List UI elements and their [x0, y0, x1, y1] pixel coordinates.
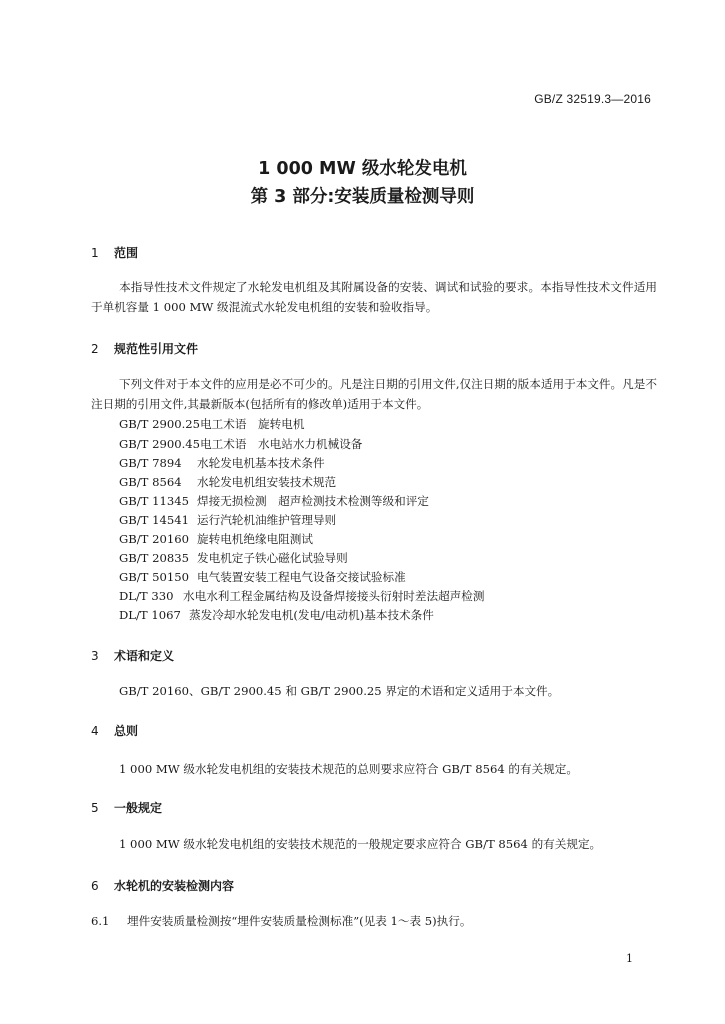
section-title: 一般规定: [114, 801, 163, 815]
reference-title: 旋转电机绝缘电阻测试: [197, 532, 313, 546]
section-5-paragraph: [91, 834, 657, 854]
standard-code: GB/Z 32519.3—2016: [534, 92, 651, 106]
reference-title: 水轮发电机组安装技术规范: [197, 475, 337, 489]
document-title-line1: 1 000 MW 级水轮发电机: [258, 159, 467, 179]
reference-title: 电工术语 水电站水力机械设备: [200, 437, 363, 451]
section-title: 水轮机的安装检测内容: [114, 879, 235, 893]
paragraph-text: 1 000 MW 级水轮发电机组的安装技术规范的总则要求应符合 GB/T 8564 的有关规定。: [119, 762, 578, 776]
section-number: 5: [91, 801, 99, 815]
section-4-heading: [91, 722, 138, 739]
paragraph-text: GB/T 20160、GB/T 2900.45 和 GB/T 2900.25 界定的术语和定义适用于本文件。: [119, 684, 560, 698]
reference-item: [119, 455, 325, 471]
reference-code: GB/T 20835: [119, 551, 189, 565]
section-5-heading: [91, 799, 162, 816]
reference-code: GB/T 20160: [119, 532, 189, 546]
section-1-heading: [91, 244, 138, 261]
reference-title: 发电机定子铁心磁化试验导则: [197, 551, 348, 565]
clause-number: 6.1: [91, 914, 110, 928]
reference-title: 电工术语 旋转电机: [200, 417, 305, 431]
section-title: 规范性引用文件: [114, 342, 199, 356]
section-number: 2: [91, 342, 99, 356]
section-6-heading: [91, 877, 234, 894]
reference-item: [119, 493, 429, 509]
section-1-paragraph: [91, 277, 657, 317]
clause-6-1: [91, 913, 471, 929]
reference-code: GB/T 8564: [119, 475, 182, 489]
reference-item: [119, 531, 313, 547]
page-number: 1: [626, 952, 633, 965]
section-4-paragraph: [91, 759, 657, 779]
reference-title: 蒸发冷却水轮发电机(发电/电动机)基本技术条件: [189, 608, 434, 622]
reference-title: 水电水利工程金属结构及设备焊接接头衍射时差法超声检测: [183, 589, 485, 603]
reference-item: [119, 607, 434, 623]
reference-code: DL/T 1067: [119, 608, 181, 622]
reference-code: GB/T 2900.45: [119, 437, 201, 451]
reference-item: [119, 550, 348, 566]
paragraph-text: 下列文件对于本文件的应用是必不可少的。凡是注日期的引用文件,仅注日期的版本适用于本文件。凡是不注日期的引用文件,其最新版本(包括所有的修改单)适用于本文件。: [91, 377, 657, 411]
section-2-heading: [91, 340, 198, 357]
reference-title: 焊接无损检测 超声检测技术检测等级和评定: [197, 494, 429, 508]
section-number: 1: [91, 246, 99, 260]
paragraph-text: 本指导性技术文件规定了水轮发电机组及其附属设备的安装、调试和试验的要求。本指导性技术文件适用于单机容量 1 000 MW 级混流式水轮发电机组的安装和验收指导。: [91, 280, 657, 314]
reference-title: 电气装置安装工程电气设备交接试验标准: [197, 570, 406, 584]
reference-item: [119, 512, 336, 528]
reference-item: [119, 436, 362, 452]
reference-item: [119, 474, 336, 490]
reference-code: GB/T 50150: [119, 570, 189, 584]
reference-code: DL/T 330: [119, 589, 174, 603]
reference-item: [119, 569, 406, 585]
clause-text: 埋件安装质量检测按“埋件安装质量检测标准”(见表 1～表 5)执行。: [127, 914, 472, 928]
section-title: 范围: [114, 246, 139, 260]
section-number: 6: [91, 879, 99, 893]
section-2-paragraph: [91, 374, 657, 414]
reference-code: GB/T 14541: [119, 513, 189, 527]
reference-code: GB/T 7894: [119, 456, 182, 470]
section-title: 总则: [114, 724, 139, 738]
section-3-paragraph: [91, 681, 657, 701]
document-title-line2: 第 3 部分:安装质量检测导则: [250, 187, 475, 207]
reference-item: [119, 588, 484, 604]
reference-item: [119, 416, 304, 432]
section-3-heading: [91, 647, 174, 664]
reference-code: GB/T 11345: [119, 494, 189, 508]
section-number: 3: [91, 649, 99, 663]
section-title: 术语和定义: [114, 649, 175, 663]
reference-code: GB/T 2900.25: [119, 417, 201, 431]
section-number: 4: [91, 724, 99, 738]
reference-title: 水轮发电机基本技术条件: [197, 456, 325, 470]
reference-title: 运行汽轮机油维护管理导则: [197, 513, 337, 527]
paragraph-text: 1 000 MW 级水轮发电机组的安装技术规范的一般规定要求应符合 GB/T 8564 的有关规定。: [119, 837, 602, 851]
